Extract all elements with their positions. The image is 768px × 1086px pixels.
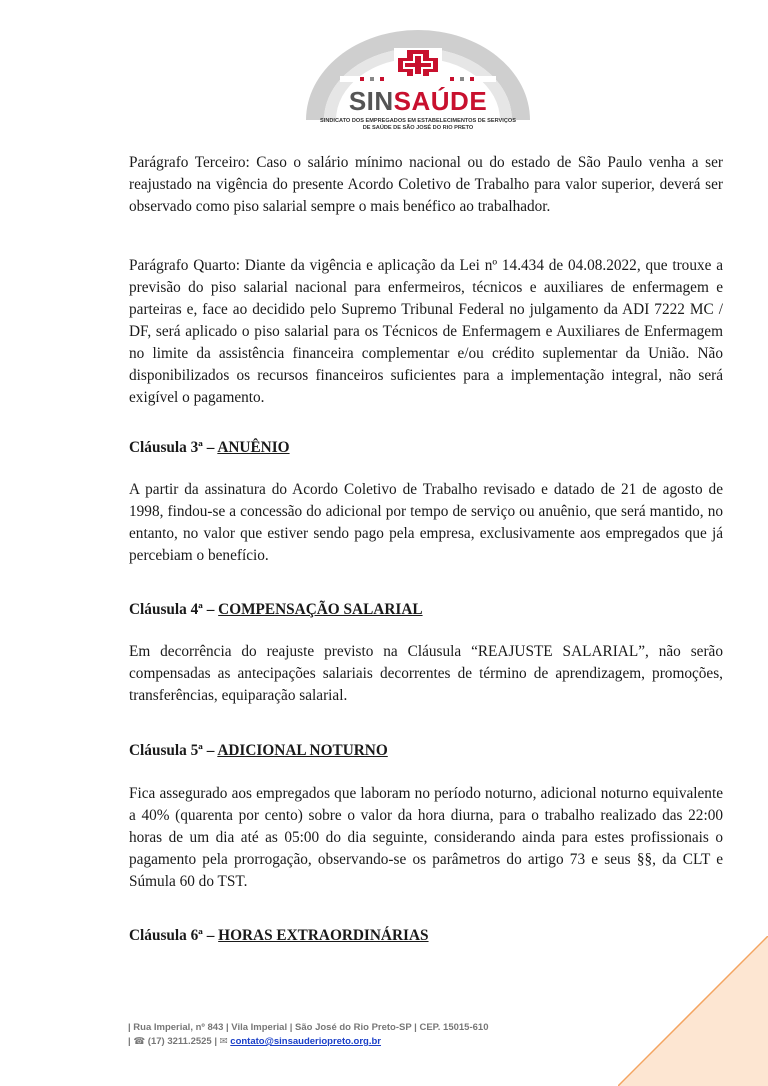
page-footer [128, 1021, 488, 1049]
clause-3-heading [129, 437, 723, 459]
logo-wordmark [300, 86, 536, 116]
phone-icon: ☎ [133, 1036, 146, 1047]
paragraph-quarto: Parágrafo Quarto: Diante da vigência e aplicação da Lei nº 14.434 de 04.08.2022, que trouxe a previsão do piso salarial nacional para enfermeiros, técnicos e auxiliares de enfermagem e parteiras e, face ao decidido pelo Supremo Tribunal Federal no julgamento da ADI 7222 MC / DF, será aplicado o piso salarial para os Técnicos de Enfermagem e Auxiliares de Enfermagem no limite da assistência financeira complementar e/ou crédito suplementar da União. Não disponibilizados os recursos financeiros suficientes para a implementação integral, não será exigível o pagamento. [129, 257, 723, 406]
clause-5-title: ADICIONAL NOTURNO [217, 742, 388, 759]
clause-5-text: Fica assegurado aos empregados que laboram no período noturno, adicional noturno equivalente a 40% (quarenta por cento) sobre o valor da hora diurna, para o trabalho realizado das 22:00 horas de um dia até as 05:00 do dia seguinte, considerando ainda para estes profissionais o pagamento pela prorrogação, observando-se os parâmetros do artigo 73 e seus §§, da CLT e Súmula 60 do TST. [129, 785, 723, 890]
footer-contact-line [128, 1035, 488, 1049]
logo-subtitle [300, 118, 536, 132]
clause-3-body [129, 479, 723, 567]
email-icon: ✉ [219, 1036, 228, 1047]
logo-name-part2: SAÚDE [393, 86, 488, 116]
clause-5-prefix: Cláusula 5ª – [129, 742, 218, 759]
footer-prefix: | [128, 1036, 131, 1047]
paragraph-terceiro: Parágrafo Terceiro: Caso o salário mínimo nacional ou do estado de São Paulo venha a ser reajustado na vigência do presente Acordo Coletivo de Trabalho para valor superior, deverá ser observado como piso salarial sempre o mais benéfico ao trabalhador. [129, 154, 723, 215]
footer-email-link[interactable]: contato@sinsauderiopreto.org.br [230, 1036, 382, 1047]
clause-3-prefix: Cláusula 3ª – [129, 439, 218, 456]
clause-6-prefix: Cláusula 6ª – [129, 927, 219, 944]
clause-4-title: COMPENSAÇÃO SALARIAL [218, 601, 423, 618]
clause-3-title: ANUÊNIO [217, 439, 290, 456]
clause-3-text: A partir da assinatura do Acordo Coletivo de Trabalho revisado e datado de 21 de agosto de 1998, findou-se a concessão do adicional por tempo de serviço ou anuênio, que será mantido, no entanto, no valor que estiver sendo pago pela empresa, exclusivamente aos empregados que já percebiam o benefício. [129, 481, 723, 564]
clause-5-body [129, 783, 723, 893]
clause-4-text: Em decorrência do reajuste previsto na Cláusula “REAJUSTE SALARIAL”, não serão compensadas as antecipações salariais decorrentes de término de aprendizagem, promoções, transferências, equiparação salarial. [129, 643, 723, 704]
footer-address: | Rua Imperial, nº 843 | Vila Imperial | São José do Rio Preto-SP | CEP. 15015-610 [128, 1022, 489, 1033]
clause-4-heading [129, 599, 723, 621]
paragraph-quarto-block [129, 255, 723, 409]
corner-decoration [618, 936, 768, 1086]
sinsaude-logo [300, 28, 536, 134]
clause-6-title: HORAS EXTRAORDINÁRIAS [218, 927, 429, 944]
clause-4-body [129, 641, 723, 707]
clause-4-prefix: Cláusula 4ª – [129, 601, 219, 618]
clause-5-heading [129, 740, 723, 762]
footer-phone: (17) 3211.2525 [147, 1036, 212, 1047]
logo-subtitle-line2: DE SAÚDE DE SÃO JOSÉ DO RIO PRETO [362, 125, 474, 131]
footer-separator: | [214, 1036, 218, 1047]
paragraph-terceiro-block [129, 152, 723, 218]
logo-subtitle-line1: SINDICATO DOS EMPREGADOS EM ESTABELECIMENTOS DE SERVIÇOS [320, 118, 516, 124]
logo-name-part1: SIN [348, 86, 394, 116]
